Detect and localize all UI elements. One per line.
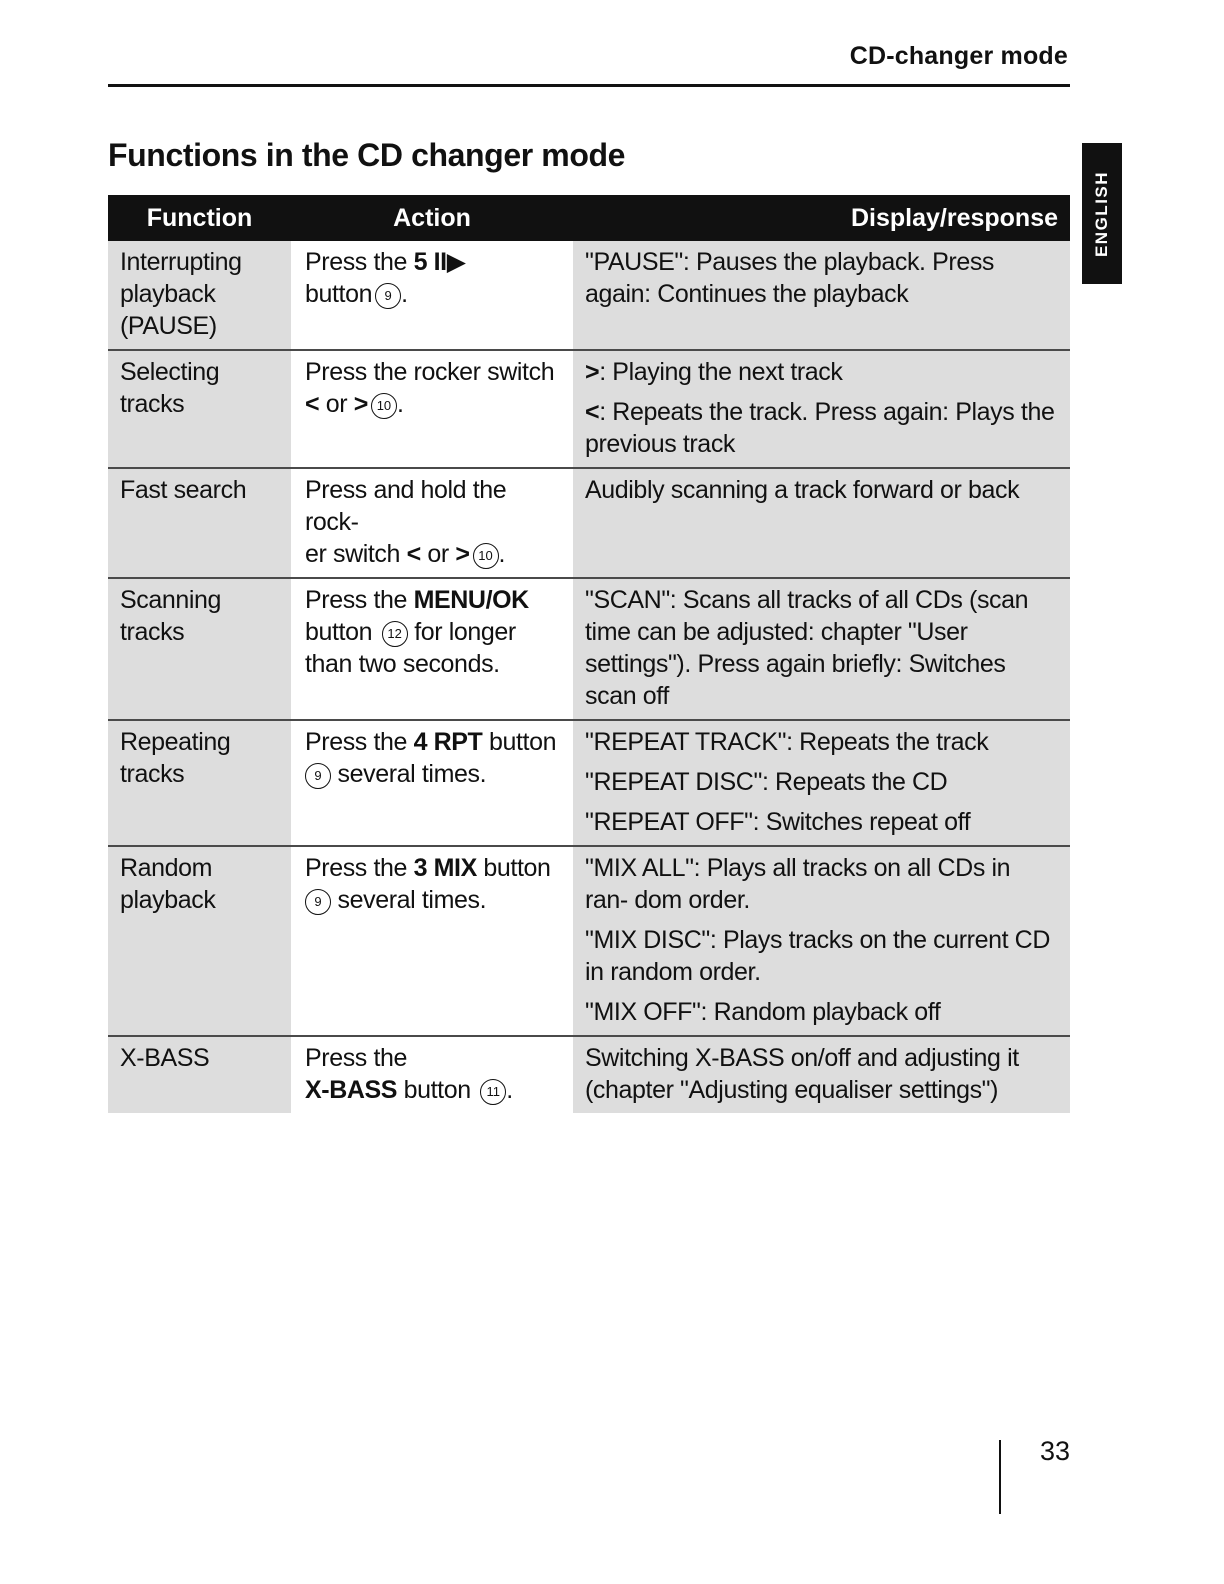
function-label: Random — [120, 854, 213, 882]
action-text: button — [305, 280, 373, 308]
header-action: Action — [291, 195, 573, 241]
function-cell — [108, 720, 291, 846]
response-text: : Repeats the track. Press again: Plays the previous track — [585, 398, 1055, 458]
action-cell — [291, 350, 573, 468]
function-label: Scanning — [120, 586, 222, 614]
response-text: : Playing the next track — [599, 358, 843, 386]
function-label: tracks — [120, 390, 185, 418]
response-cell — [573, 350, 1070, 468]
action-text: Press the rocker switch — [305, 358, 555, 386]
action-text: . — [401, 280, 408, 308]
section-title: CD-changer mode — [849, 42, 1068, 70]
header-function: Function — [108, 195, 291, 241]
action-text: er switch — [305, 540, 407, 568]
reference-number-badge: 10 — [371, 393, 397, 419]
action-text: Press the — [305, 248, 414, 276]
function-label: tracks — [120, 618, 185, 646]
action-cell — [291, 846, 573, 1036]
response-text: "SCAN": Scans all tracks of all CDs (scan time can be adjusted: chapter "User settings"). Press again briefly: Switches scan off — [585, 586, 1029, 710]
action-text: Press the — [305, 1044, 408, 1072]
function-label: playback — [120, 280, 216, 308]
table-row — [108, 720, 1070, 846]
function-cell — [108, 1036, 291, 1113]
page-number: 33 — [1040, 1436, 1071, 1466]
action-text: several times. — [331, 886, 487, 914]
table-row — [108, 846, 1070, 1036]
action-text: Press the — [305, 586, 414, 614]
header-rule — [108, 84, 1070, 87]
response-text: "MIX ALL": Plays all tracks on all CDs in ran- dom order. — [585, 854, 1011, 914]
page-title: Functions in the CD changer mode — [108, 137, 626, 173]
page-number-rule — [999, 1440, 1001, 1514]
table-row — [108, 241, 1070, 350]
left-arrow-icon: < — [406, 540, 421, 568]
reference-number-badge: 12 — [382, 621, 408, 647]
function-cell — [108, 350, 291, 468]
response-cell — [573, 846, 1070, 1036]
reference-number-badge: 9 — [305, 763, 331, 789]
function-label: X-BASS — [120, 1044, 210, 1072]
button-name: 3 MIX — [413, 854, 477, 882]
response-cell — [573, 241, 1070, 350]
function-cell — [108, 241, 291, 350]
table-row — [108, 468, 1070, 578]
action-text: button — [397, 1076, 471, 1104]
reference-number-badge: 9 — [375, 283, 401, 309]
action-text: or — [420, 540, 456, 568]
action-text: . — [498, 540, 506, 568]
functions-table — [108, 195, 1070, 1113]
button-name: X-BASS — [305, 1076, 398, 1104]
table-row — [108, 350, 1070, 468]
table-row — [108, 578, 1070, 720]
action-cell — [291, 241, 573, 350]
response-item — [585, 356, 1058, 388]
action-text: button — [482, 728, 557, 756]
response-text: "MIX DISC": Plays tracks on the current CD in random order. — [585, 926, 1050, 986]
function-label: playback — [120, 886, 216, 914]
action-text: . — [506, 1076, 513, 1104]
response-text: "REPEAT DISC": Repeats the CD — [585, 768, 948, 796]
function-cell — [108, 468, 291, 578]
language-tab-label: ENGLISH — [1092, 170, 1111, 257]
response-text: "MIX OFF": Random playback off — [585, 998, 941, 1026]
action-text: button — [476, 854, 551, 882]
action-text: button — [305, 618, 373, 646]
response-text: "PAUSE": Pauses the playback. Press again: Continues the playback — [585, 248, 995, 308]
action-cell — [291, 468, 573, 578]
left-arrow-icon: < — [305, 390, 320, 418]
reference-number-badge: 10 — [473, 543, 499, 569]
button-name: 5 II▶ — [413, 248, 466, 276]
response-text: "REPEAT OFF": Switches repeat off — [585, 808, 971, 836]
function-label: tracks — [120, 760, 185, 788]
action-text: several times. — [331, 760, 487, 788]
action-text: . — [396, 390, 404, 418]
response-text: "REPEAT TRACK": Repeats the track — [585, 728, 989, 756]
function-cell — [108, 846, 291, 1036]
left-arrow-icon: < — [585, 398, 600, 426]
function-label: (PAUSE) — [120, 312, 217, 340]
action-text: than two seconds. — [305, 650, 500, 678]
button-name: 4 RPT — [413, 728, 483, 756]
action-text: Press and hold the rock- — [305, 476, 507, 536]
function-cell — [108, 578, 291, 720]
action-text: or — [319, 390, 354, 418]
table-header-row — [108, 195, 1070, 241]
action-cell — [291, 578, 573, 720]
reference-number-badge: 11 — [480, 1079, 506, 1105]
right-arrow-icon: > — [585, 358, 600, 386]
right-arrow-icon: > — [353, 390, 368, 418]
response-item — [585, 396, 1058, 460]
reference-number-badge: 9 — [305, 889, 331, 915]
table-row — [108, 1036, 1070, 1113]
action-text: Press the — [305, 854, 414, 882]
language-tab — [1082, 143, 1122, 284]
button-name: MENU/OK — [413, 586, 529, 614]
function-label: Fast search — [120, 476, 247, 504]
function-label: Selecting — [120, 358, 220, 386]
function-label: Interrupting — [120, 248, 242, 276]
action-text: for longer — [407, 618, 516, 646]
function-label: Repeating — [120, 728, 231, 756]
action-cell — [291, 720, 573, 846]
response-cell — [573, 578, 1070, 720]
response-cell — [573, 1036, 1070, 1113]
response-cell — [573, 720, 1070, 846]
response-text: Switching X-BASS on/off and adjusting it (chapter "Adjusting equaliser settings") — [585, 1044, 1019, 1104]
action-cell — [291, 1036, 573, 1113]
response-text: Audibly scanning a track forward or back — [585, 476, 1020, 504]
right-arrow-icon: > — [455, 540, 470, 568]
response-cell — [573, 468, 1070, 578]
action-text: Press the — [305, 728, 414, 756]
functions-table-wrap — [108, 195, 1070, 1113]
header-display-response: Display/response — [573, 195, 1070, 241]
